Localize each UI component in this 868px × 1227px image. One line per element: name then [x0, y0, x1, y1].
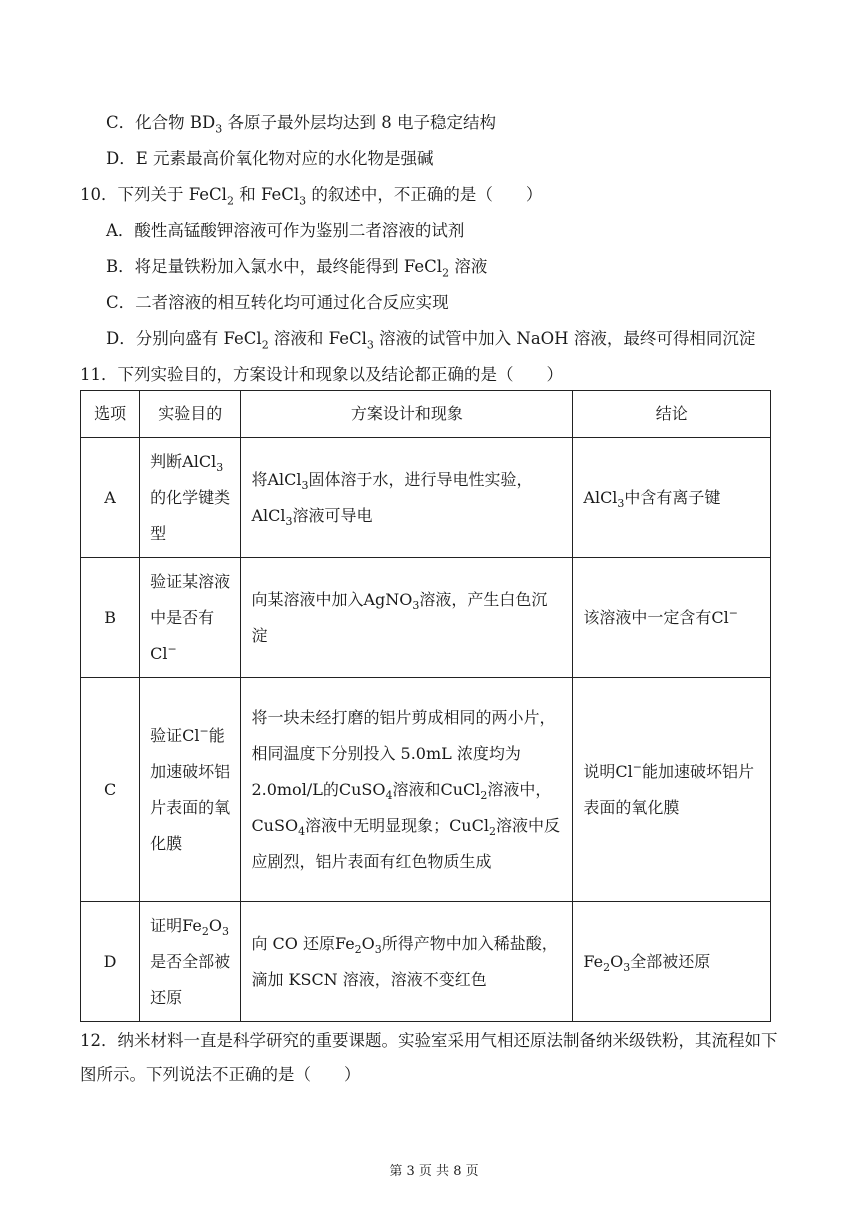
subscript: 3	[412, 598, 420, 612]
experiment-table	[80, 390, 771, 1022]
table-header-row	[81, 391, 771, 438]
text: 的叙述中，不正确的是（ ）	[306, 185, 543, 204]
text: O	[610, 951, 624, 971]
row-purpose	[140, 558, 241, 678]
row-design	[241, 902, 573, 1022]
header-conclusion: 结论	[573, 391, 771, 438]
q10-stem	[80, 184, 542, 206]
text: 证明Fe	[150, 915, 202, 935]
subscript: 3	[215, 122, 223, 136]
row-design	[241, 678, 573, 902]
text: 全部被还原	[630, 951, 711, 971]
text: 各原子最外层均达到 8 电子稳定结构	[222, 113, 496, 132]
text: 溶液	[449, 257, 488, 276]
text: 验证某溶液中是否有Cl	[150, 571, 231, 663]
text: AlCl	[583, 487, 618, 507]
q9-option-c	[106, 112, 496, 134]
row-conclusion	[573, 558, 771, 678]
text: 溶液，产生白色沉淀	[251, 589, 548, 645]
text: Fe	[583, 951, 604, 971]
row-option: B	[81, 558, 140, 678]
row-conclusion	[573, 678, 771, 902]
text: 是否全部被还原	[150, 951, 231, 1007]
text: D．分别向盛有 FeCl	[106, 329, 262, 348]
superscript: −	[167, 642, 177, 656]
text: 能加速破坏铝片表面的氧化膜	[583, 761, 754, 817]
subscript: 3	[623, 960, 631, 974]
subscript: 2	[442, 266, 450, 280]
text: C．化合物 BD	[106, 113, 216, 132]
subscript: 3	[299, 194, 307, 208]
subscript: 3	[221, 924, 229, 938]
text: 溶液中，CuSO	[251, 779, 552, 835]
subscript: 2	[603, 960, 611, 974]
q10-option-a: A．酸性高锰酸钾溶液可作为鉴别二者溶液的试剂	[106, 221, 465, 240]
text: 所得产物中加入稀盐酸，滴加 KSCN 溶液，溶液不变红色	[251, 933, 558, 989]
superscript: −	[199, 724, 209, 738]
subscript: 2	[226, 194, 234, 208]
subscript: 2	[261, 338, 269, 352]
q12-stem: 12．纳米材料一直是科学研究的重要课题。实验室采用气相还原法制备纳米级铁粉，其流程如下图所示。下列说法不正确的是（ ）	[80, 1031, 778, 1084]
text: 说明Cl	[583, 761, 633, 781]
text: O	[208, 915, 222, 935]
text: 向某溶液中加入AgNO	[251, 589, 413, 609]
text: 将一块未经打磨的铝片剪成相同的两小片，相同温度下分别投入 5.0mL 浓度均为2.0mol/L的CuSO	[251, 707, 556, 799]
subscript: 3	[216, 460, 224, 474]
header-design: 方案设计和现象	[241, 391, 573, 438]
subscript: 2	[480, 788, 488, 802]
subscript: 2	[354, 942, 362, 956]
subscript: 3	[366, 338, 374, 352]
text: B．将足量铁粉加入氯水中，最终能得到 FeCl	[106, 257, 443, 276]
text: 溶液和CuCl	[392, 779, 481, 799]
text: 固体溶于水，进行导电性实验，AlCl	[251, 469, 533, 525]
table-row	[81, 558, 771, 678]
subscript: 3	[301, 478, 309, 492]
text: 将AlCl	[251, 469, 302, 489]
row-design	[241, 558, 573, 678]
text: 能加速破坏铝片表面的氧化膜	[150, 725, 231, 853]
row-purpose	[140, 438, 241, 558]
table-row	[81, 902, 771, 1022]
header-option: 选项	[81, 391, 140, 438]
q10-option-d	[106, 328, 755, 350]
text: 该溶液中一定含有Cl	[583, 607, 729, 627]
text: 判断AlCl	[150, 451, 217, 471]
text: 溶液和 FeCl	[268, 329, 367, 348]
row-option: A	[81, 438, 140, 558]
superscript: −	[632, 760, 642, 774]
row-conclusion	[573, 438, 771, 558]
row-option: C	[81, 678, 140, 902]
superscript: −	[728, 606, 738, 620]
row-conclusion	[573, 902, 771, 1022]
table-row	[81, 438, 771, 558]
subscript: 2	[201, 924, 209, 938]
subscript: 3	[374, 942, 382, 956]
text: 和 FeCl	[233, 185, 300, 204]
text: 溶液的试管中加入 NaOH 溶液，最终可得相同沉淀	[373, 329, 756, 348]
subscript: 2	[488, 824, 496, 838]
q10-option-b	[106, 256, 487, 278]
page-footer: 第 3 页 共 8 页	[389, 1164, 479, 1179]
subscript: 3	[285, 514, 293, 528]
row-option: D	[81, 902, 140, 1022]
text: 溶液可导电	[292, 505, 373, 525]
subscript: 4	[298, 824, 306, 838]
subscript: 3	[617, 496, 625, 510]
text: O	[361, 933, 375, 953]
row-purpose	[140, 678, 241, 902]
text: 10．下列关于 FeCl	[80, 185, 227, 204]
text: 验证Cl	[150, 725, 200, 745]
text: 溶液中无明显现象；CuCl	[305, 815, 489, 835]
header-purpose: 实验目的	[140, 391, 241, 438]
text: 向 CO 还原Fe	[251, 933, 355, 953]
q10-option-c: C．二者溶液的相互转化均可通过化合反应实现	[106, 293, 449, 312]
text: 的化学键类型	[150, 487, 231, 543]
text: 中含有离子键	[624, 487, 721, 507]
row-purpose	[140, 902, 241, 1022]
text: 溶液中反应剧烈，铝片表面有红色物质生成	[251, 815, 560, 871]
subscript: 4	[385, 788, 393, 802]
q9-option-d: D．E 元素最高价氧化物对应的水化物是强碱	[106, 149, 434, 168]
q11-stem: 11．下列实验目的，方案设计和现象以及结论都正确的是（ ）	[80, 365, 563, 384]
table-row	[81, 678, 771, 902]
row-design	[241, 438, 573, 558]
